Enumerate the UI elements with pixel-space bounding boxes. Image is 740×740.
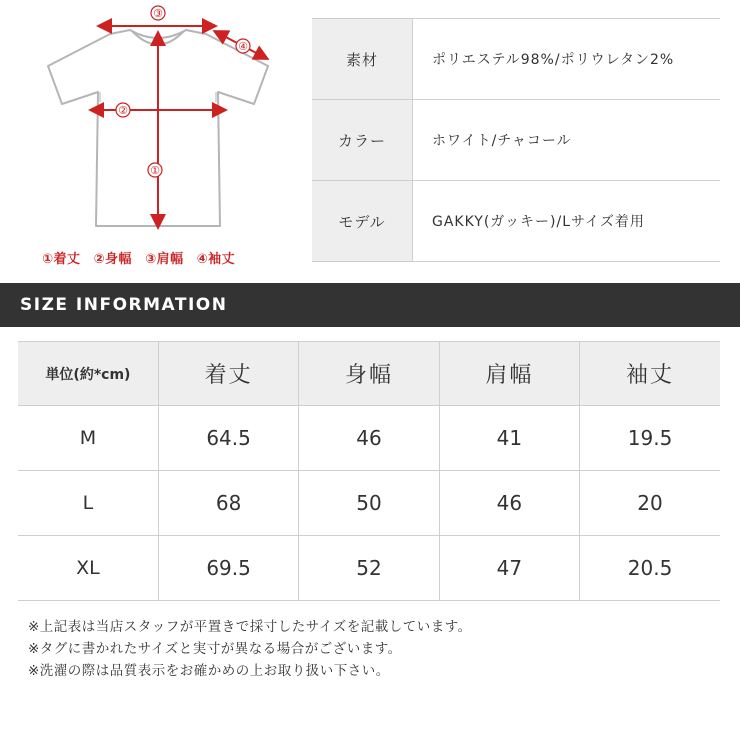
size-information-header: SIZE INFORMATION	[0, 283, 740, 327]
measure-label-3: ③	[153, 7, 163, 20]
spec-value: ポリエステル98%/ポリウレタン2%	[432, 52, 675, 68]
table-cell: 64.5	[158, 406, 298, 471]
measure-label-1: ①	[150, 164, 160, 177]
table-cell: 69.5	[158, 536, 298, 601]
header-sleeve-length: 袖丈	[580, 342, 720, 406]
note-line: ※上記表は当店スタッフが平置きで採寸したサイズを記載しています。	[28, 619, 472, 635]
spec-row-material	[312, 18, 720, 99]
legend-sleeve-length: ④袖丈	[196, 252, 236, 267]
tshirt-measurement-diagram	[0, 0, 300, 280]
table-cell: 68	[158, 471, 298, 536]
table-cell: 47	[439, 536, 579, 601]
table-cell: 46	[299, 406, 439, 471]
table-row	[18, 406, 720, 471]
legend-body-width: ②身幅	[93, 252, 133, 267]
legend-shoulder-width: ③肩幅	[145, 252, 184, 267]
spec-value: ホワイト/チャコール	[432, 133, 572, 149]
size-label: L	[18, 471, 158, 536]
legend-length: ①着丈	[42, 252, 81, 267]
table-cell: 19.5	[580, 406, 720, 471]
table-cell: 50	[299, 471, 439, 536]
size-label: M	[18, 406, 158, 471]
table-cell: 46	[439, 471, 579, 536]
spec-value: GAKKY(ガッキー)/Lサイズ着用	[432, 214, 645, 230]
table-row	[18, 536, 720, 601]
spec-key: カラー	[312, 100, 413, 180]
diagram-legend	[42, 248, 243, 267]
spec-key: 素材	[312, 19, 413, 99]
header-unit: 単位(約*cm)	[18, 342, 158, 406]
size-table	[18, 341, 720, 601]
table-row	[18, 471, 720, 536]
header-shoulder-width: 肩幅	[439, 342, 579, 406]
size-table-header-row	[18, 342, 720, 406]
spec-key: モデル	[312, 181, 413, 261]
table-cell: 41	[439, 406, 579, 471]
notes	[28, 616, 472, 682]
table-cell: 52	[299, 536, 439, 601]
table-cell: 20	[580, 471, 720, 536]
size-label: XL	[18, 536, 158, 601]
note-line: ※洗濯の際は品質表示をお確かめの上お取り扱い下さい。	[28, 663, 390, 679]
spec-row-color	[312, 99, 720, 180]
measure-label-2: ②	[118, 104, 128, 117]
header-body-width: 身幅	[299, 342, 439, 406]
table-cell: 20.5	[580, 536, 720, 601]
note-line: ※タグに書かれたサイズと実寸が異なる場合がございます。	[28, 641, 402, 657]
header-length: 着丈	[158, 342, 298, 406]
spec-row-model	[312, 180, 720, 262]
measure-label-4: ④	[238, 40, 248, 53]
